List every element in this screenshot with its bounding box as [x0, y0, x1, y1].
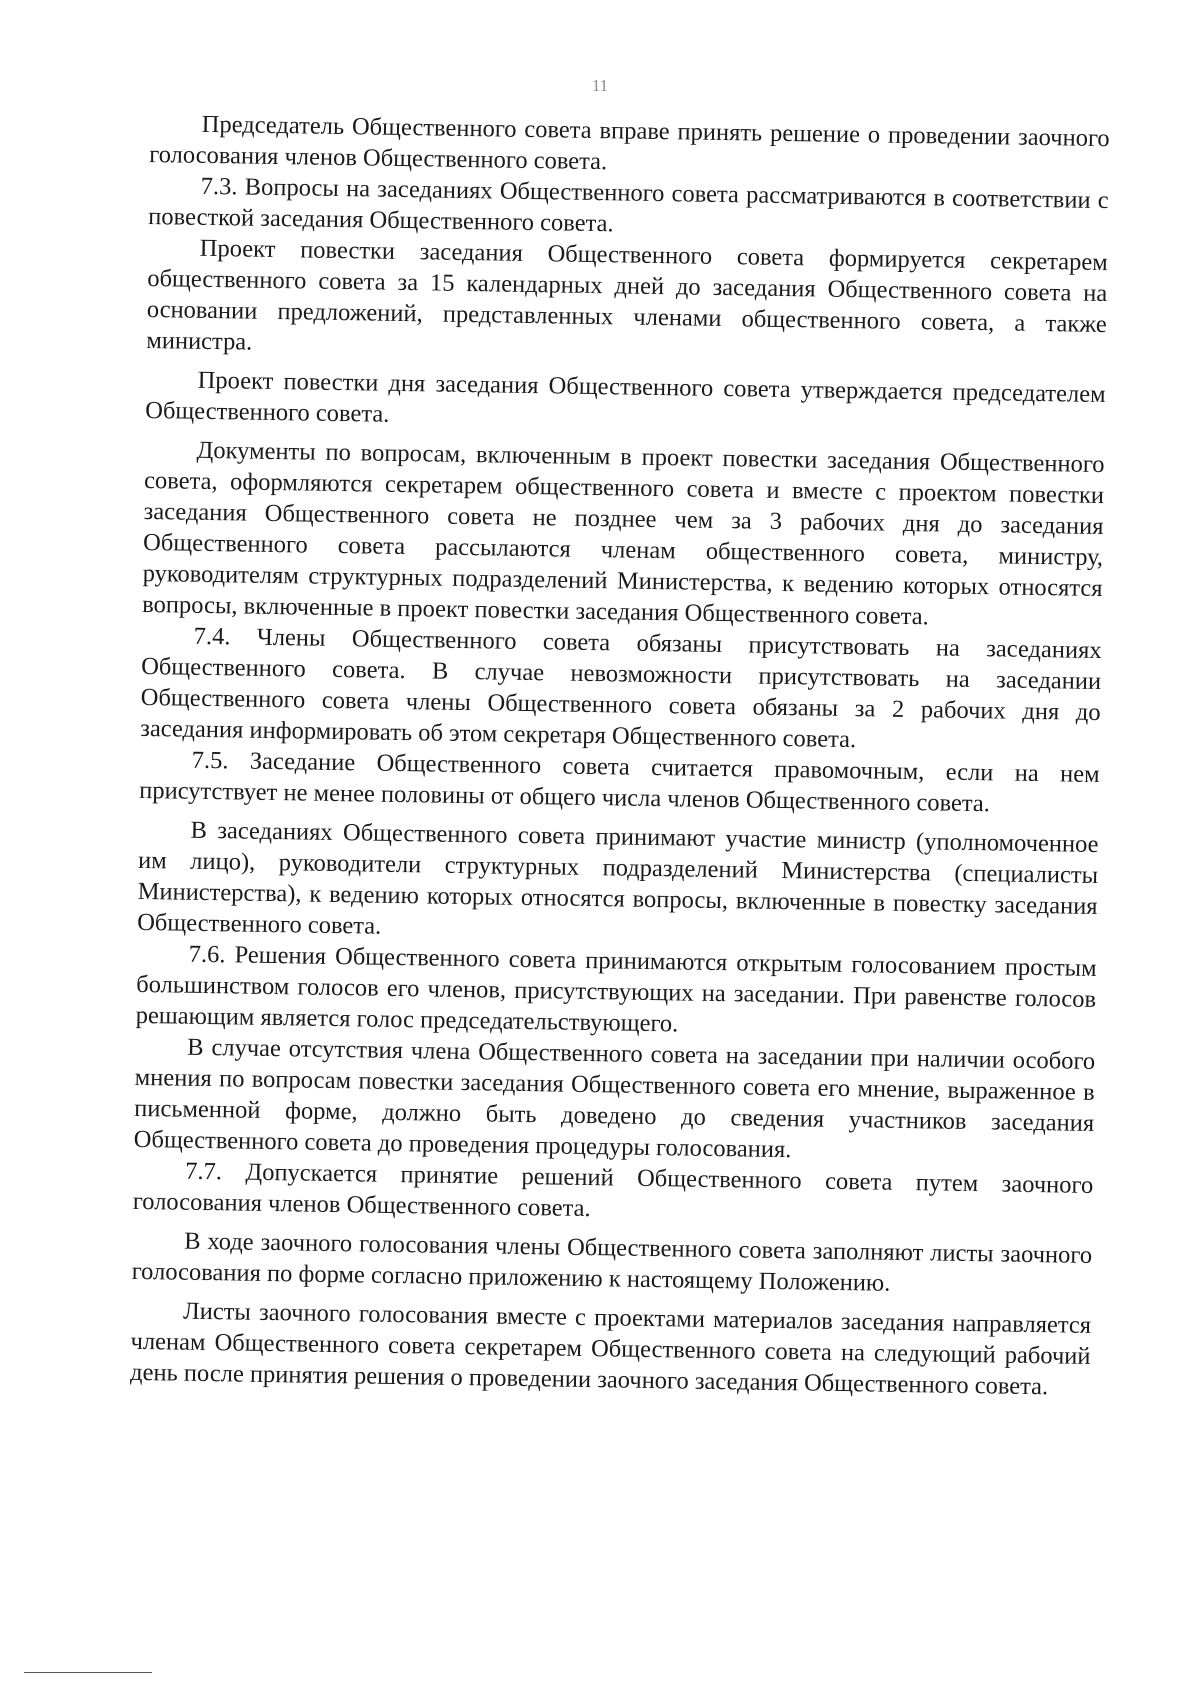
page-number: 11	[591, 76, 609, 95]
paragraph: Председатель Общественного совета вправе принять решение о проведении заочного голосования членов Общественного совета.	[149, 110, 1110, 176]
paragraph: 7.3. Вопросы на заседаниях Общественного совета рассматриваются в соответствии с повесткой заседания Общественного совета.	[148, 172, 1109, 238]
scan-artifact-line	[24, 1672, 152, 1673]
paragraph: 7.5. Заседание Общественного совета считается правомочным, если на нем присутствует не менее половины от общего числа членов Общественного совета.	[139, 746, 1100, 818]
paragraph: В случае отсутствия члена Общественного совета на заседании при наличии особого мнения по вопросам повестки заседания Общественного совета его мнение, выраженное в письменной форме, должно быть доведено до сведения участников заседания Общественного совета до проведения процедуры голосования.	[133, 1033, 1096, 1164]
paragraph: В заседаниях Общественного совета принимают участие министр (уполномоченное им лицо), руководители структурных подразделений Министерства (специалисты Министерства), к ведению которых относятся вопросы, включенные в повестку заседания Общественного совета.	[136, 816, 1099, 940]
paragraph: Документы по вопросам, включенным в проект повестки заседания Общественного совета, оформляются секретарем общественного совета и вместе с проектом повестки заседания Общественного совета не позднее чем за 3 рабочих дня до заседания Общественного совета рассылаются членам общественного совета, министру, руководителям структурных подразделений Министерства, к ведению которых относятся вопросы, включенные в проект повестки заседания Общественного совета.	[141, 436, 1105, 631]
paragraph: 7.6. Решения Общественного совета принимаются открытым голосованием простым большинством голосов его членов, присутствующих на заседании. При равенстве голосов решающим является голос председательствующего.	[135, 940, 1097, 1038]
paragraph: 7.7. Допускается принятие решений Общественного совета путем заочного голосования членов Общественного совета.	[132, 1157, 1094, 1223]
paragraph: Листы заочного голосования вместе с проектами материалов заседания направляется членам Общественного совета секретарем Общественного совета на следующий рабочий день после принятия решения о проведении заочного заседания Общественного совета.	[129, 1297, 1092, 1401]
paragraph: 7.4. Члены Общественного совета обязаны присутствовать на заседаниях Общественного совета. В случае невозможности присутствовать на заседании Общественного совета члены Общественного совета обязаны за 2 рабочих дня до заседания информировать об этом секретаря Общественного совета.	[140, 622, 1102, 754]
paragraph: В ходе заочного голосования члены Общественного совета заполняют листы заочного голосования по форме согласно приложению к настоящему Положению.	[131, 1227, 1093, 1297]
paragraph: Проект повестки дня заседания Общественного совета утверждается председателем Общественного совета.	[145, 366, 1106, 428]
document-body	[130, 108, 1110, 1411]
paragraph: Проект повестки заседания Общественного совета формируется секретарем общественного совета за 15 календарных дней до заседания Общественного совета на основании предложений, представленных членами общественного совета, а также министра.	[146, 234, 1108, 356]
